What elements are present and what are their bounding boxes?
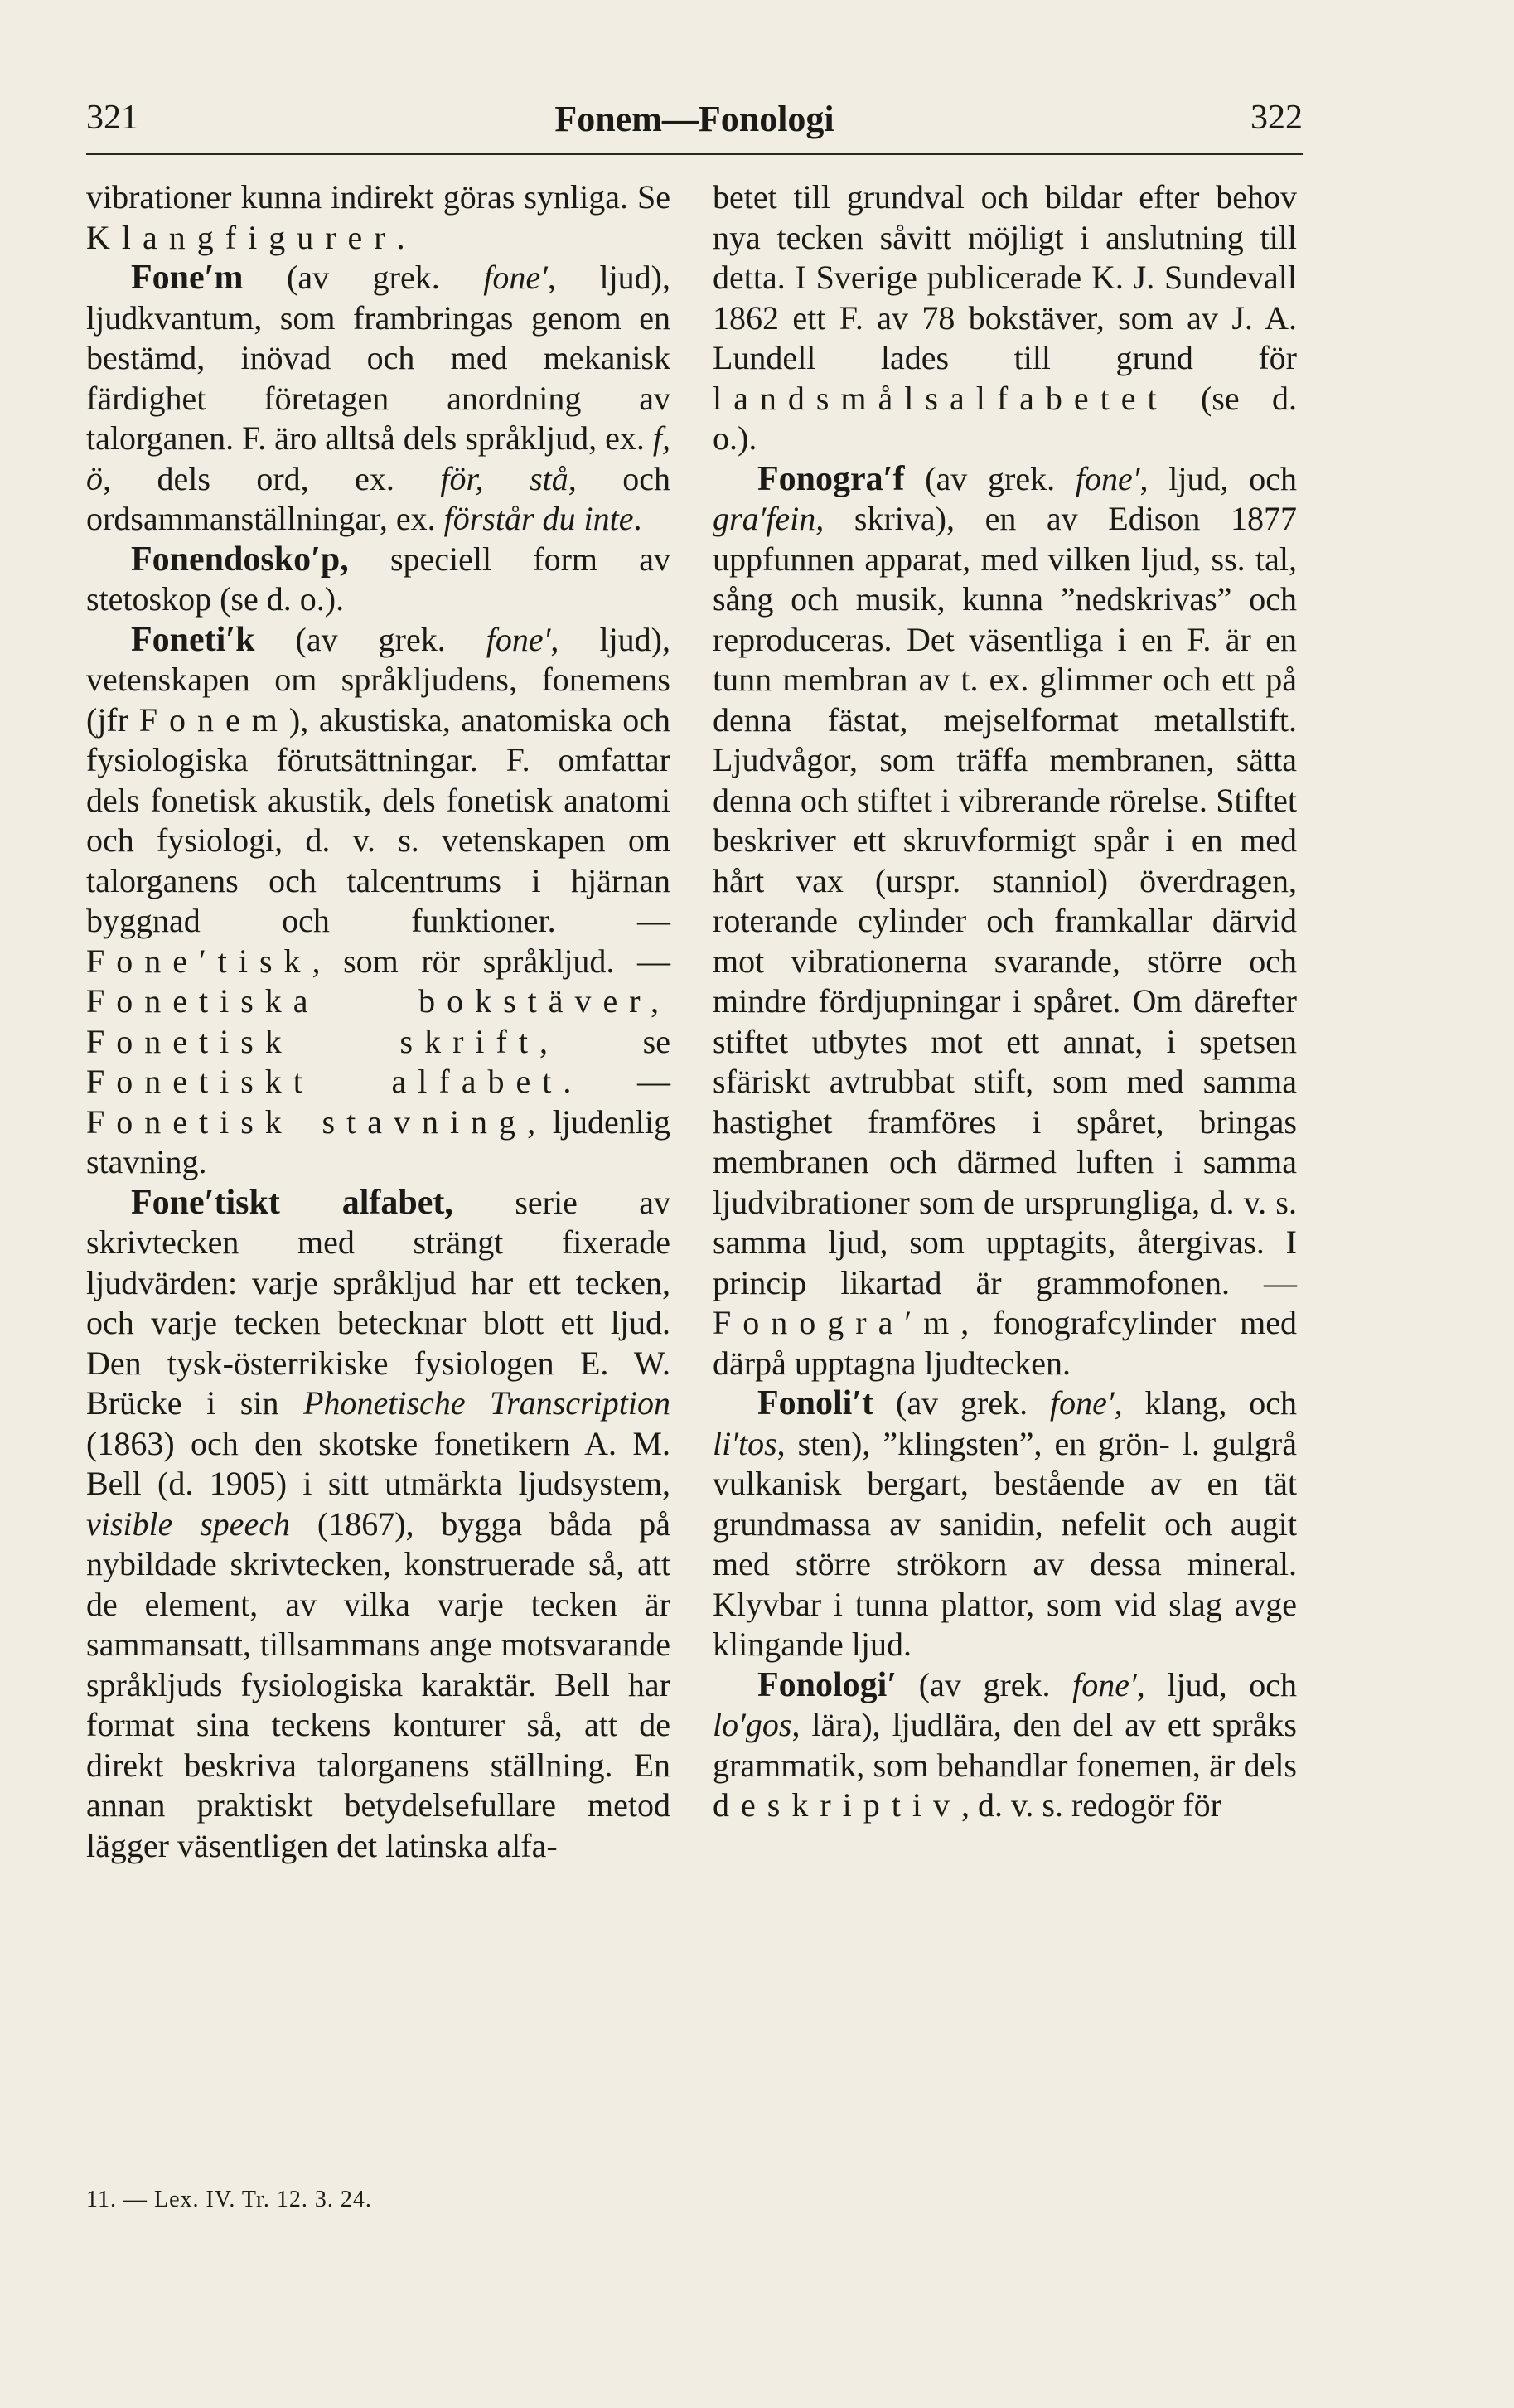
page-number-right: 322: [1250, 99, 1303, 137]
headword: Fonendosko′p,: [131, 540, 349, 579]
headword: Foneti′k: [131, 620, 255, 659]
headword: Fone′m: [131, 259, 244, 297]
headword: Fonologi′: [757, 1665, 897, 1704]
entry-fonetik: Foneti′k (av grek. fone′, ljud), vetenskapen om språkljudens, fonemens (jfr Fonem), akustiska, anatomiska och fysiologiska förutsättningar. F. omfattar dels fonetisk akustik, dels fonetisk anatomi och fysiologi, d. v. s. vetenskapen om talorganens och talcentrums i hjärnan byggnad och funktioner. — Fone′tisk, som rör språkljud. — Fonetiska bokstäver, Fonetisk skrift, se Fonetiskt alfabet. — Fonetisk stavning, ljudenlig stavning.: [86, 620, 670, 1180]
page-number-left: 321: [86, 99, 138, 137]
header-rule: [86, 153, 1303, 155]
headword: Fonoli′t: [757, 1384, 874, 1422]
left-column: [86, 177, 670, 1866]
page-header: [86, 90, 1303, 143]
entry-fonologi: Fonologi′ (av grek. fone′, ljud, och lo′gos, lära), ljudlära, den del av ett språks grammatik, som behandlar fonemen, är dels deskriptiv, d. v. s. redogör för: [713, 1665, 1298, 1824]
entry-fonetiskt-alfabet: Fone′tiskt alfabet, serie av skrivtecken med strängt fixerade ljudvärden: varje språkljud har ett tecken, och varje tecken betecknar blott ett ljud. Den tysk-österrikiske fysiologen E. W. Brücke i sin Phonetische Transcription (1863) och den skotske fonetikern A. M. Bell (d. 1905) i sitt utmärkta ljudsystem, visible speech (1867), bygga båda på nybildade skrivtecken, konstruerade så, att de element, av vilka varje tecken är sammansatt, tillsammans ange motsvarande språkljuds fysiologiska karaktär. Bell har format sina teckens konturer så, att de direkt beskriva talorganens ställning. En annan praktiskt betydelsefullare metod lägger väsentligen det latinska alfa-: [86, 1183, 670, 1864]
entry-fonolit: Fonoli′t (av grek. fone′, klang, och li′tos, sten), ”klingsten”, en grön- l. gulgrå vulkanisk bergart, bestående av en tät grundmassa av sanidin, nefelit och augit med större strökorn av dessa mineral. Klyvbar i tunna plattor, som vid slag avge klingande ljud.: [713, 1384, 1297, 1663]
headword: Fone′tiskt alfabet,: [131, 1183, 453, 1222]
entry-fonendoskop: Fonendosko′p, speciell form av stetoskop (se d. o.).: [86, 540, 670, 618]
page-footer: 11. — Lex. IV. Tr. 12. 3. 24.: [86, 2187, 372, 2212]
entry-continuation: vibrationer kunna indirekt göras synliga. Se Klangfigurer.: [86, 178, 670, 256]
right-column: [713, 177, 1297, 1826]
entry-fonograf: Fonogra′f (av grek. fone′, ljud, och gra′fein, skriva), en av Edison 1877 uppfunnen apparat, med vilken ljud, ss. tal, sång och musik, kunna ”nedskrivas” och reproduceras. Det väsentliga i en F. är en tunn membran av t. ex. glimmer och ett på denna fästat, mejselformat metallstift. Ljudvågor, som träffa membranen, sätta denna och stiftet i vibrerande rörelse. Stiftet beskriver ett skruvformigt spår i en med hårt vax (urspr. stanniol) överdragen, roterande cylinder och framkallar därvid mot vibrationerna svarande, större och mindre fördjupningar i spåret. Om därefter stiftet utbytes mot ett annat, i spetsen sfäriskt avtrubbat stift, som med samma hastighet framföres i spåret, bringas membranen och därmed luften i samma ljudvibrationer som de ursprungliga, d. v. s. samma ljud, som upptagits, återgivas. I princip likartad är grammofonen. — Fonogra′m, fonografcylinder med därpå upptagna ljudtecken.: [713, 459, 1298, 1382]
entry-continuation: betet till grundval och bildar efter behov nya tecken såvitt möjligt i anslutning till detta. I Sverige publicerade K. J. Sundevall 1862 ett F. av 78 bokstäver, som av J. A. Lundell lades till grund för landsmålsalfabetet (se d. o.).: [713, 178, 1297, 457]
entry-fonem: Fone′m (av grek. fone′, ljud), ljudkvantum, som frambringas genom en bestämd, inövad och med mekanisk färdighet företagen anordning av talorganen. F. äro alltså dels språkljud, ex. f, ö, dels ord, ex. för, stå, och ordsammanställningar, ex. förstår du inte.: [86, 259, 671, 537]
running-title: Fonem—Fonologi: [554, 99, 834, 139]
headword: Fonogra′f: [757, 459, 905, 498]
